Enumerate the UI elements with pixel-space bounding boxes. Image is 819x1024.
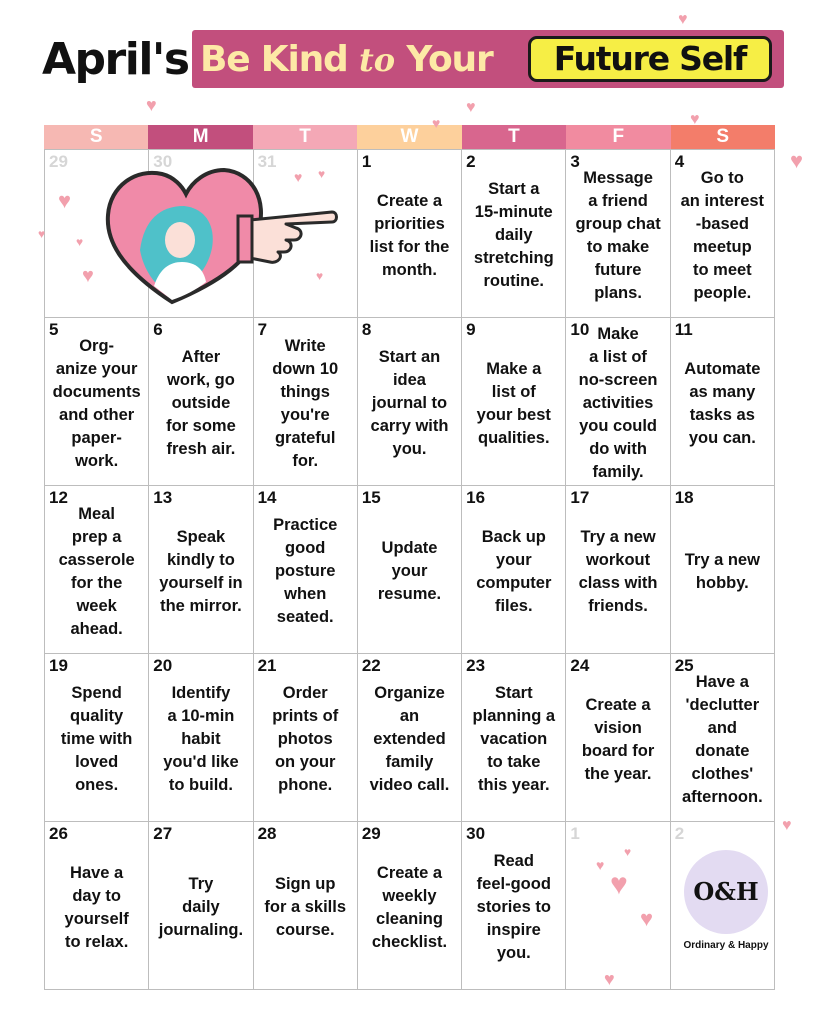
day-number: 10 (570, 320, 590, 339)
calendar-day-cell (358, 654, 462, 822)
day-activity: After work, go outside for some fresh air. (166, 348, 236, 458)
heart-icon: ♥ (790, 148, 804, 173)
day-activity: Meal prep a casserole for the week ahead. (58, 504, 135, 638)
day-number: 27 (153, 824, 173, 843)
day-activity: Identify a 10-min habit you'd like to build. (163, 684, 239, 794)
calendar-day-cell (149, 654, 253, 822)
heart-figure-illustration (100, 160, 340, 310)
day-number: 13 (153, 488, 173, 507)
calendar-day-cell (254, 822, 358, 990)
day-number: 21 (257, 656, 277, 675)
calendar-day-cell (149, 486, 253, 654)
day-activity: Go to an interest -based meetup to meet people. (680, 168, 765, 302)
calendar-day-cell (254, 486, 358, 654)
day-number: 14 (257, 488, 277, 507)
day-number: 31 (257, 152, 277, 171)
heart-icon: ♥ (146, 95, 157, 115)
day-activity: Update your resume. (377, 539, 442, 603)
day-number: 20 (153, 656, 173, 675)
calendar-day-cell (45, 318, 149, 486)
calendar-day-cell (462, 318, 566, 486)
day-activity: Message a friend group chat to make future plans. (575, 168, 661, 302)
day-number: 23 (466, 656, 486, 675)
calendar-day-cell (566, 318, 670, 486)
calendar-day-cell (45, 654, 149, 822)
day-number: 30 (466, 824, 486, 843)
day-number: 19 (49, 656, 68, 675)
day-number: 8 (361, 320, 372, 339)
day-number: 5 (49, 320, 59, 339)
day-activity: Try a new hobby. (684, 550, 760, 592)
day-activity: Make a list of no-screen activities you could do with family. (578, 325, 658, 481)
day-number: 15 (361, 488, 381, 507)
day-number: 2 (674, 824, 685, 843)
brand-tagline: Ordinary & Happy (683, 940, 769, 951)
day-number: 9 (466, 320, 476, 339)
heart-icon: ♥ (318, 167, 326, 181)
calendar-day-cell (671, 150, 775, 318)
calendar-day-cell (566, 486, 670, 654)
day-number: 1 (361, 152, 372, 171)
calendar-day-cell (358, 150, 462, 318)
day-number: 25 (674, 656, 694, 675)
heart-icon: ♥ (432, 115, 441, 131)
calendar-day-cell (566, 654, 670, 822)
weekday-header (44, 125, 775, 149)
heart-icon: ♥ (596, 857, 605, 873)
day-number: 24 (570, 656, 590, 675)
calendar-day-cell (462, 654, 566, 822)
day-number: 12 (49, 488, 68, 507)
heart-icon: ♥ (604, 969, 615, 989)
day-number: 3 (570, 152, 580, 171)
weekday-label: S (44, 125, 148, 149)
day-activity: Org- anize your documents and other paper- work. (52, 336, 141, 470)
brand-logo (684, 850, 768, 934)
calendar-day-cell (45, 822, 149, 990)
calendar-day-cell (149, 822, 253, 990)
day-activity: Make a list of your best qualities. (476, 359, 551, 447)
day-number: 1 (570, 824, 580, 843)
heart-icon: ♥ (316, 269, 324, 283)
weekday-label: F (566, 125, 670, 149)
weekday-label: W (357, 125, 461, 149)
heart-icon: ♥ (82, 265, 94, 287)
day-activity: Create a vision board for the year. (581, 695, 655, 783)
title-part-1: Be Kind (200, 39, 359, 80)
day-activity: Try a new workout class with friends. (578, 527, 658, 615)
day-number: 30 (153, 152, 173, 171)
day-number: 7 (257, 320, 268, 339)
title-highlight: Future Self (528, 36, 772, 82)
heart-icon: ♥ (624, 845, 632, 859)
day-activity: Create a priorities list for the month. (369, 191, 450, 279)
weekday-label: S (671, 125, 775, 149)
day-number: 17 (570, 488, 590, 507)
day-activity: Start planning a vacation to take this year. (472, 684, 556, 794)
calendar-day-cell (149, 318, 253, 486)
day-number: 2 (466, 152, 476, 171)
calendar-day-cell (462, 486, 566, 654)
heart-icon: ♥ (58, 188, 72, 213)
day-number: 28 (257, 824, 277, 843)
day-number: 22 (361, 656, 381, 675)
day-activity: Speak kindly to yourself in the mirror. (159, 527, 243, 615)
day-activity: Create a weekly cleaning checklist. (371, 863, 448, 951)
day-activity: Start an idea journal to carry with you. (370, 348, 449, 458)
heart-icon: ♥ (782, 817, 792, 834)
day-number: 6 (153, 320, 163, 339)
day-number: 29 (49, 152, 68, 171)
heart-icon: ♥ (76, 235, 84, 249)
heart-icon: ♥ (38, 227, 46, 241)
calendar-day-cell (671, 318, 775, 486)
calendar-day-cell (254, 318, 358, 486)
heart-icon: ♥ (640, 906, 654, 931)
day-activity: Write down 10 things you're grateful for. (272, 336, 339, 470)
title-prefix: April's (42, 34, 189, 85)
weekday-label: T (253, 125, 357, 149)
calendar-day-cell (358, 822, 462, 990)
weekday-label: T (462, 125, 566, 149)
day-number: 16 (466, 488, 486, 507)
heart-icon: ♥ (610, 868, 628, 901)
day-number: 18 (674, 488, 694, 507)
title-part-3: Your (395, 39, 493, 80)
day-activity: Read feel-good stories to inspire you. (476, 852, 551, 962)
title-main (200, 31, 493, 89)
calendar-day-cell (671, 486, 775, 654)
heart-icon: ♥ (678, 11, 688, 28)
day-activity: Practice good posture when seated. (273, 516, 338, 626)
heart-icon: ♥ (690, 111, 700, 128)
day-activity: Start a 15-minute daily stretching routine. (473, 180, 554, 290)
day-activity: Back up your computer files. (476, 527, 552, 615)
brand-logo-mark: O&H (693, 877, 759, 906)
heart-icon: ♥ (466, 99, 476, 116)
day-activity: Automate as many tasks as you can. (684, 359, 761, 447)
day-activity: Spend quality time with loved ones. (60, 684, 133, 794)
day-number: 29 (361, 824, 381, 843)
calendar-day-cell (254, 654, 358, 822)
day-number: 4 (674, 152, 685, 171)
day-activity: Organize an extended family video call. (369, 684, 450, 794)
day-number: 26 (49, 824, 68, 843)
title-part-to: to (358, 41, 396, 79)
calendar-day-cell (462, 822, 566, 990)
day-activity: Try daily journaling. (158, 875, 244, 939)
day-activity: Order prints of photos on your phone. (272, 684, 339, 794)
calendar-day-cell (358, 486, 462, 654)
day-activity: Have a 'declutter and donate clothes' afternoon. (682, 672, 763, 806)
day-number: 11 (674, 320, 693, 339)
heart-icon: ♥ (294, 169, 303, 185)
weekday-label: M (148, 125, 252, 149)
calendar-day-cell (671, 654, 775, 822)
calendar-day-cell (566, 150, 670, 318)
calendar-day-cell (566, 822, 670, 990)
day-activity: Sign up for a skills course. (264, 875, 347, 939)
day-activity: Have a day to yourself to relax. (64, 863, 129, 951)
calendar-day-cell (462, 150, 566, 318)
calendar-day-cell (358, 318, 462, 486)
calendar-day-cell (45, 486, 149, 654)
